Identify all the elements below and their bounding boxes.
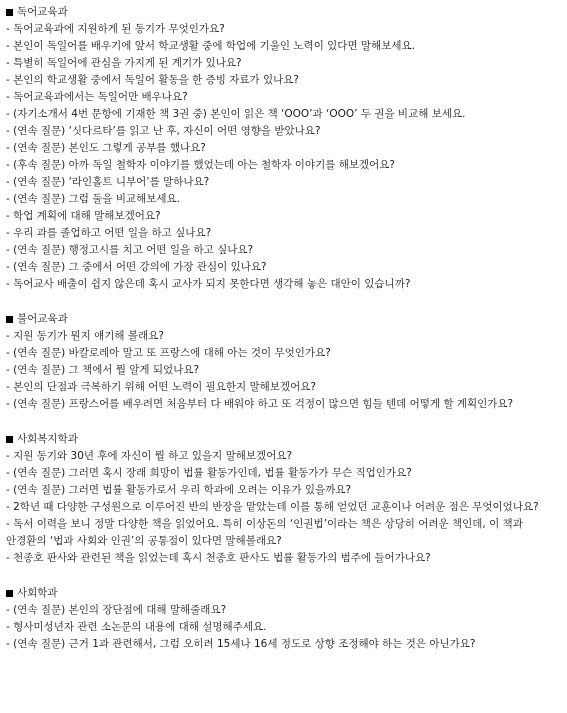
section-title: [6, 4, 561, 21]
square-bullet-icon: [6, 590, 13, 597]
question-item: - 지원 동기와 30년 후에 자신이 뭘 하고 있을지 말해보겠어요?: [6, 450, 293, 462]
question-item: - 독어교육과에서는 독일어만 배우나요?: [6, 91, 188, 103]
question-item: - (연속 질문) 그러면 법률 활동가로서 우리 학과에 오려는 이유가 있을까요?: [6, 484, 352, 496]
section-german-education: [6, 4, 561, 293]
square-bullet-icon: [6, 9, 13, 16]
question-item: - 독어교육과에 지원하게 된 동기가 무엇인가요?: [6, 23, 225, 35]
question-item: - (연속 질문) 근거 1과 관련해서, 그럼 오히려 15세나 16세 정도로 상향 조정해야 하는 것은 아닌가요?: [6, 638, 476, 650]
question-list: [6, 21, 561, 293]
question-list: [6, 602, 561, 653]
question-item: - (연속 질문) 행정고시를 치고 어떤 일을 하고 싶나요?: [6, 244, 254, 256]
question-item: - (연속 질문) 그러면 혹시 장래 희망이 법률 활동가인데, 법률 활동가가 무슨 직업인가요?: [6, 467, 412, 479]
section-title-text: 사회학과: [17, 587, 58, 599]
question-item: - (연속 질문) 그럼 둘을 비교해보세요.: [6, 193, 181, 205]
section-social-welfare: [6, 431, 561, 567]
question-item: - (자기소개서 4번 문항에 기재한 책 3권 중) 본인이 읽은 책 ‘OOO’과 ‘OOO’ 두 권을 비교해 보세요.: [6, 108, 466, 120]
section-title: [6, 431, 561, 448]
question-item: - 본인의 학교생활 중에서 독일어 활동을 한 증빙 자료가 있나요?: [6, 74, 299, 86]
question-item: - 형사미성년자 관련 소논문의 내용에 대해 설명해주세요.: [6, 621, 267, 633]
question-item: - 우리 과를 졸업하고 어떤 일을 하고 싶나요?: [6, 227, 212, 239]
question-item: - 2학년 때 다양한 구성원으로 이루어진 반의 반장을 맡았는데 이를 통해 얻었던 교훈이나 어려운 점은 무엇이었나요?: [6, 501, 539, 513]
question-item: - 천종호 판사와 관련된 책을 읽었는데 혹시 천종호 판사도 법률 활동가의 범주에 들어가나요?: [6, 552, 431, 564]
question-item: - 독어교사 배출이 쉽지 않은데 혹시 교사가 되지 못한다면 생각해 놓은 대안이 있습니까?: [6, 278, 411, 290]
question-item: - (연속 질문) 바칼로레아 말고 또 프랑스에 대해 아는 것이 무엇인가요?: [6, 347, 331, 359]
section-title-text: 독어교육과: [17, 6, 68, 18]
question-item: - (연속 질문) ‘라인홀트 니부어’를 말하나요?: [6, 176, 210, 188]
question-item: - (후속 질문) 아까 독일 철학자 이야기를 했었는데 아는 철학자 이야기를 해보겠어요?: [6, 159, 395, 171]
question-item: - (연속 질문) 그 중에서 어떤 강의에 가장 관심이 있나요?: [6, 261, 267, 273]
square-bullet-icon: [6, 316, 13, 323]
question-list: [6, 328, 561, 413]
section-title: [6, 311, 561, 328]
question-item: - (연속 질문) 프랑스어를 배우려면 처음부터 다 배워야 하고 또 걱정이 많으면 힘들 텐데 어떻게 할 계획인가요?: [6, 398, 514, 410]
question-item: - 특별히 독일어에 관심을 가지게 된 계기가 있나요?: [6, 57, 242, 69]
section-french-education: [6, 311, 561, 413]
question-item: - (연속 질문) 본인의 장단점에 대해 말해줄래요?: [6, 604, 227, 616]
section-title: [6, 585, 561, 602]
question-item: - (연속 질문) ‘싯다르타’를 읽고 난 후, 자신이 어떤 영향을 받았나요?: [6, 125, 321, 137]
section-sociology: [6, 585, 561, 653]
question-item: - 본인의 단점과 극복하기 위해 어떤 노력이 필요한지 말해보겠어요?: [6, 381, 316, 393]
question-item: - (연속 질문) 본인도 그렇게 공부를 했나요?: [6, 142, 206, 154]
square-bullet-icon: [6, 436, 13, 443]
question-list: [6, 448, 561, 567]
question-item: - 독서 이력을 보니 정말 다양한 책을 읽었어요. 특히 이상돈의 ‘인권법’이라는 책은 상당히 어려운 책인데, 이 책과 안경환의 ‘법과 사회와 인권’의 공통점이 있다면 말해볼래요?: [6, 518, 523, 547]
section-title-text: 사회복지학과: [17, 433, 78, 445]
question-item: - (연속 질문) 그 책에서 뭘 알게 되었나요?: [6, 364, 200, 376]
question-item: - 지원 동기가 뭔지 얘기해 볼래요?: [6, 330, 164, 342]
question-item: - 학업 계획에 대해 말해보겠어요?: [6, 210, 161, 222]
section-title-text: 불어교육과: [17, 313, 68, 325]
question-item: - 본인이 독일어를 배우기에 앞서 학교생활 중에 학업에 기울인 노력이 있다면 말해보세요.: [6, 40, 415, 52]
